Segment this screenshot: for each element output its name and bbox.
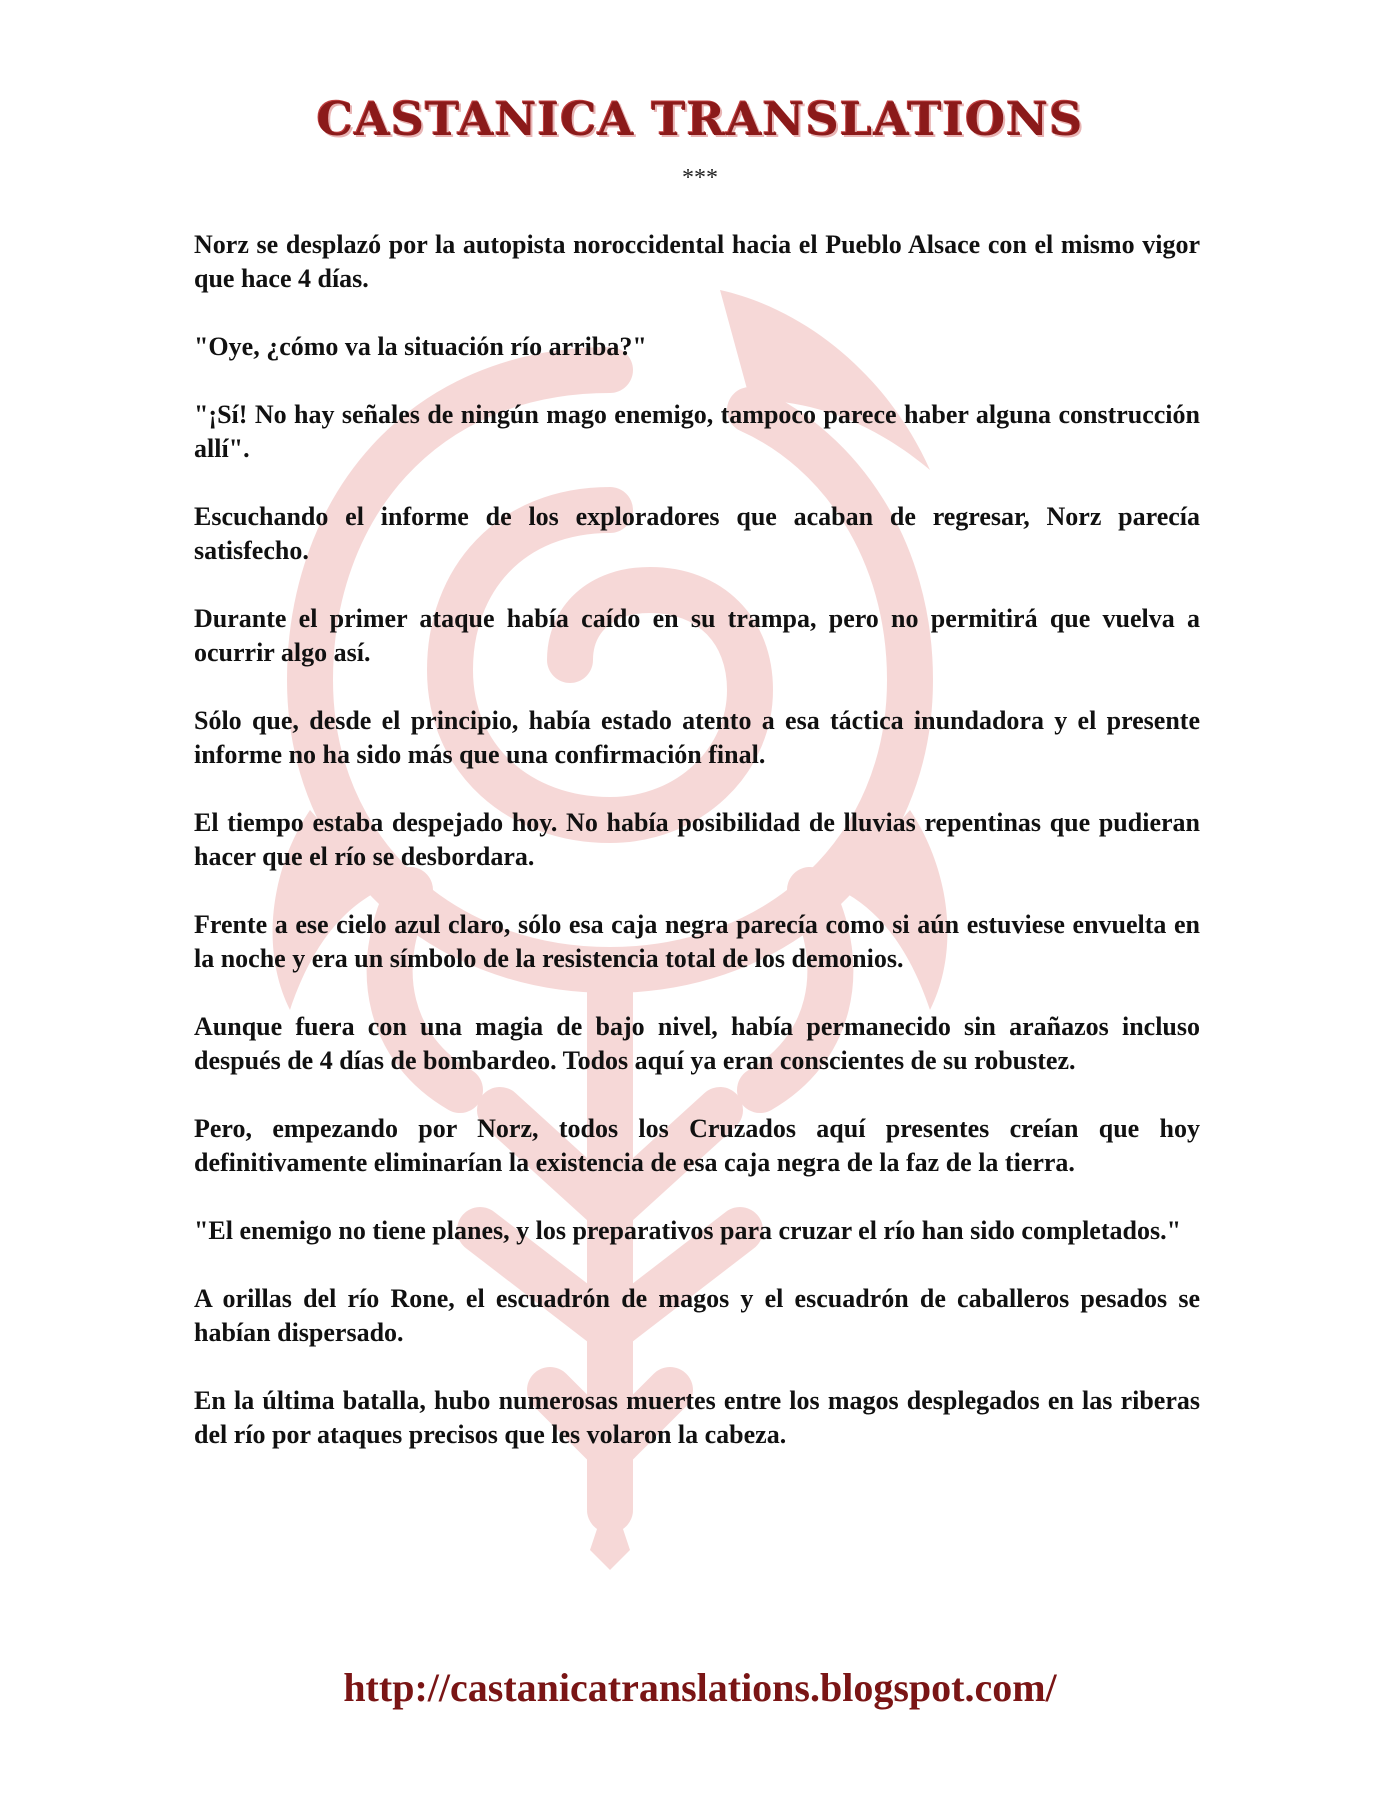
paragraph: Aunque fuera con una magia de bajo nivel, había permanecido sin arañazos incluso después de 4 días de bombardeo. Todos aquí ya eran conscientes de su robustez. xyxy=(194,1012,1200,1075)
page-title: CASTANICA TRANSLATIONS xyxy=(316,92,1084,146)
paragraph: Sólo que, desde el principio, había estado atento a esa táctica inundadora y el presente informe no ha sido más que una confirmación final. xyxy=(194,706,1200,769)
paragraph: "El enemigo no tiene planes, y los preparativos para cruzar el río han sido completados." xyxy=(194,1216,1182,1245)
document-body xyxy=(194,228,1200,1486)
paragraph: A orillas del río Rone, el escuadrón de magos y el escuadrón de caballeros pesados se habían dispersado. xyxy=(194,1284,1200,1347)
paragraph: En la última batalla, hubo numerosas muertes entre los magos desplegados en las riberas del río por ataques precisos que les volaron la cabeza. xyxy=(194,1386,1200,1449)
paragraph: Durante el primer ataque había caído en su trampa, pero no permitirá que vuelva a ocurrir algo así. xyxy=(194,604,1200,667)
blog-url-link[interactable]: http://castanicatranslations.blogspot.com/ xyxy=(343,1665,1057,1710)
paragraph: "¡Sí! No hay señales de ningún mago enemigo, tampoco parece haber alguna construcción allí". xyxy=(194,400,1200,463)
section-separator: *** xyxy=(682,165,718,191)
paragraph: "Oye, ¿cómo va la situación río arriba?" xyxy=(194,332,647,361)
paragraph: El tiempo estaba despejado hoy. No había posibilidad de lluvias repentinas que pudieran hacer que el río se desbordara. xyxy=(194,808,1200,871)
paragraph: Frente a ese cielo azul claro, sólo esa caja negra parecía como si aún estuviese envuelta en la noche y era un símbolo de la resistencia total de los demonios. xyxy=(194,910,1200,973)
paragraph: Escuchando el informe de los exploradores que acaban de regresar, Norz parecía satisfecho. xyxy=(194,502,1200,565)
paragraph: Pero, empezando por Norz, todos los Cruzados aquí presentes creían que hoy definitivamente eliminarían la existencia de esa caja negra de la faz de la tierra. xyxy=(194,1114,1200,1177)
paragraph: Norz se desplazó por la autopista noroccidental hacia el Pueblo Alsace con el mismo vigor que hace 4 días. xyxy=(194,230,1200,293)
